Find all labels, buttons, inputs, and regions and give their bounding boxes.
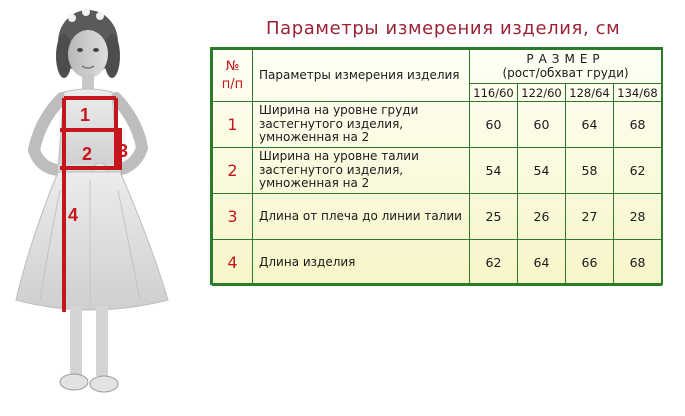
row-value: 68 bbox=[614, 240, 662, 286]
row-value: 64 bbox=[566, 102, 614, 148]
header-number-line2: п/п bbox=[221, 76, 244, 92]
row-value: 54 bbox=[518, 148, 566, 194]
row-value: 27 bbox=[566, 194, 614, 240]
row-number: 2 bbox=[213, 148, 253, 194]
row-value: 28 bbox=[614, 194, 662, 240]
row-param: Длина изделия bbox=[253, 240, 470, 286]
size-table bbox=[210, 47, 663, 285]
header-param-cell: Параметры измерения изделия bbox=[253, 50, 470, 102]
size-116-60: 116/60 bbox=[470, 84, 518, 102]
child-dress-figure bbox=[0, 0, 200, 416]
row-value: 26 bbox=[518, 194, 566, 240]
row-value: 66 bbox=[566, 240, 614, 286]
row-value: 64 bbox=[518, 240, 566, 286]
table-row bbox=[213, 240, 662, 286]
row-value: 62 bbox=[470, 240, 518, 286]
row-value: 58 bbox=[566, 148, 614, 194]
measure-label-1: 1 bbox=[80, 105, 91, 125]
table-row bbox=[213, 148, 662, 194]
row-value: 60 bbox=[518, 102, 566, 148]
row-value: 60 bbox=[470, 102, 518, 148]
header-size-subtitle: (рост/обхват груди) bbox=[502, 65, 629, 80]
size-128-64: 128/64 bbox=[566, 84, 614, 102]
row-value: 62 bbox=[614, 148, 662, 194]
measure-label-2: 2 bbox=[82, 144, 93, 164]
measure-label-3: 3 bbox=[118, 141, 129, 161]
dress-photo-illustration bbox=[0, 0, 200, 416]
measure-label-4: 4 bbox=[68, 205, 79, 225]
table-row bbox=[213, 194, 662, 240]
row-number: 1 bbox=[213, 102, 253, 148]
size-134-68: 134/68 bbox=[614, 84, 662, 102]
row-param: Ширина на уровне груди застегнутого изделия, умноженная на 2 bbox=[253, 102, 470, 148]
header-size-title: РАЗМЕР bbox=[526, 52, 605, 67]
header-number-line1: № bbox=[225, 58, 240, 74]
size-table-grid bbox=[212, 49, 662, 286]
header-size-cell bbox=[470, 50, 662, 84]
row-param: Длина от плеча до линии талии bbox=[253, 194, 470, 240]
table-row bbox=[213, 102, 662, 148]
row-param: Ширина на уровне талии застегнутого изделия, умноженная на 2 bbox=[253, 148, 470, 194]
row-value: 68 bbox=[614, 102, 662, 148]
row-value: 54 bbox=[470, 148, 518, 194]
header-number-cell bbox=[213, 50, 253, 102]
page-title: Параметры измерения изделия, см bbox=[266, 18, 621, 39]
row-number: 3 bbox=[213, 194, 253, 240]
row-number: 4 bbox=[213, 240, 253, 286]
table-header-row bbox=[213, 50, 662, 84]
row-value: 25 bbox=[470, 194, 518, 240]
size-122-60: 122/60 bbox=[518, 84, 566, 102]
